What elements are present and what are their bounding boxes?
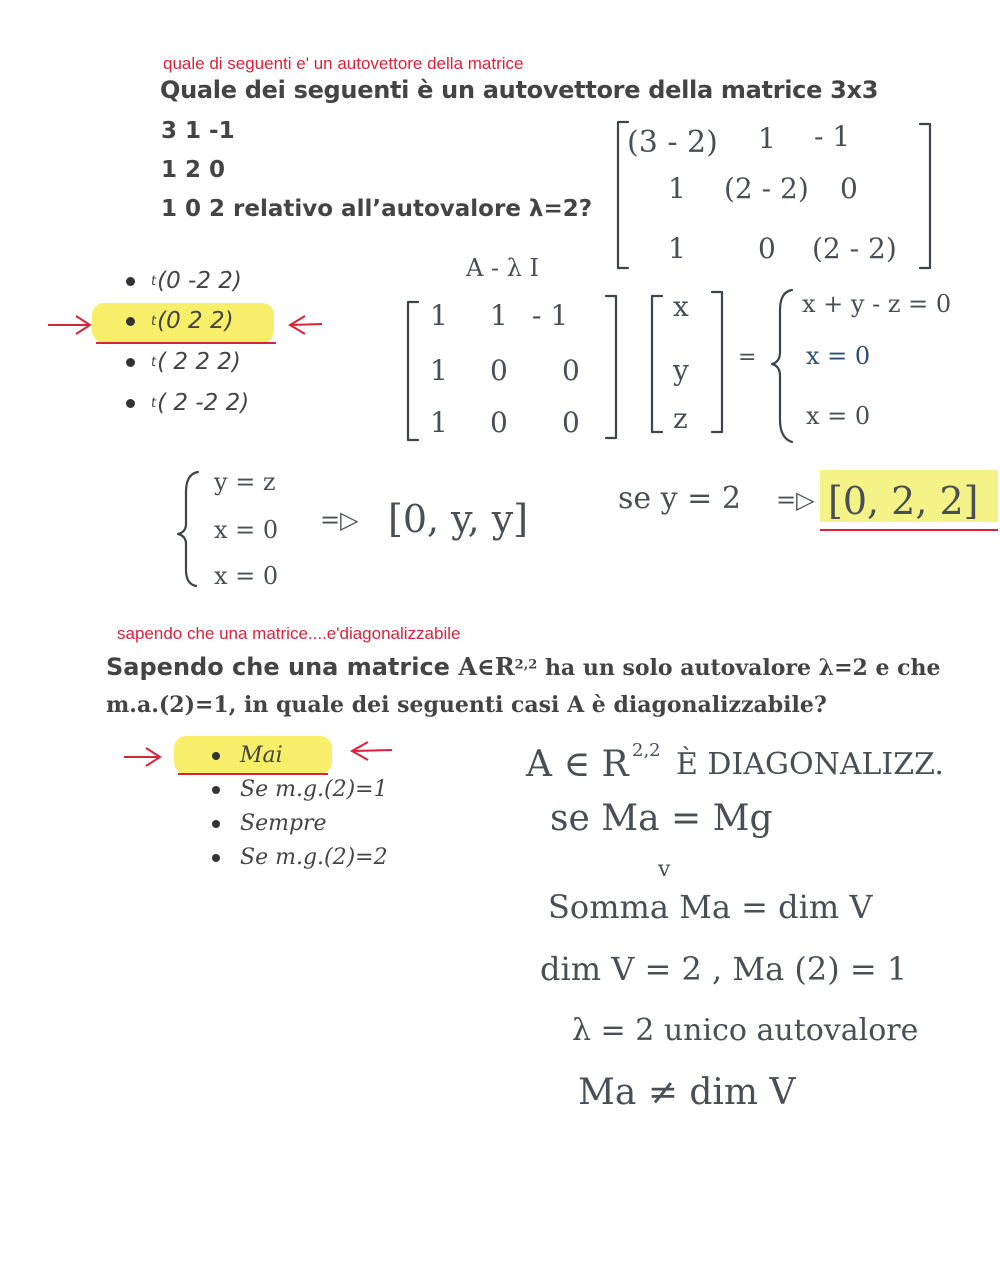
system-eq-3: x = 0 <box>806 402 871 430</box>
answer-vector: [0, 2, 2] <box>828 479 979 523</box>
question2-caption: sapendo che una matrice....e'diagonalizzabile <box>117 624 461 643</box>
option2-2[interactable]: Se m.g.(2)=1 <box>212 777 388 802</box>
notes2-line3: v <box>658 857 671 882</box>
matrix-top-cell: 1 <box>668 172 686 205</box>
system2-eq-3: x = 0 <box>214 562 279 590</box>
implies-arrow: =▷ <box>776 486 815 514</box>
matrix-row-3: 1 0 2 relativo all’autovalore λ=2? <box>161 196 593 222</box>
matrix-top-cell: 0 <box>758 232 776 265</box>
bullet-icon <box>212 786 220 794</box>
system2-eq-2: x = 0 <box>214 516 279 544</box>
matrix-cell: 1 <box>430 406 448 439</box>
matrix-cell: 0 <box>490 406 508 439</box>
matrix-row-1: 3 1 -1 <box>161 118 235 144</box>
matrix-top-cell: - 1 <box>814 120 851 153</box>
matrix-cell: - 1 <box>532 299 569 332</box>
option2-3[interactable]: Sempre <box>212 811 327 836</box>
matrix-cell: 1 <box>430 354 448 387</box>
brace <box>772 290 792 442</box>
matrix-cell: 1 <box>430 299 448 332</box>
matrix-top-cell: (3 - 2) <box>627 125 718 160</box>
bullet-icon <box>212 820 220 828</box>
a-minus-lambda-i-label: A - λ I <box>466 254 540 282</box>
notes2-line2: se Ma = Mg <box>550 798 773 839</box>
arrows-q2 <box>0 0 420 800</box>
matrix-cell: 0 <box>490 354 508 387</box>
option-3[interactable]: t ( 2 2 2) <box>126 349 241 375</box>
system-eq-2: x = 0 <box>806 342 871 370</box>
notes2-line4: Somma Ma = dim V <box>548 888 873 926</box>
system-eq-1: x + y - z = 0 <box>802 290 952 318</box>
matrix-cell: 0 <box>562 354 580 387</box>
option-2[interactable]: t (0 2 2) <box>126 308 234 334</box>
arrow-left-icon <box>352 742 392 760</box>
bullet-icon <box>212 854 220 862</box>
notes2-line7: Ma ≠ dim V <box>578 1072 796 1113</box>
question2-title: Sapendo che una matrice $A\in R^{2,2}$ ha un solo autovalore λ=2 e che <box>106 652 941 681</box>
question1-caption: quale di seguenti e' un autovettore della matrice <box>163 54 524 73</box>
notes2-line6: λ = 2 unico autovalore <box>572 1013 919 1048</box>
option2-4[interactable]: Se m.g.(2)=2 <box>212 845 388 870</box>
bracket-left <box>652 296 662 432</box>
bracket-right <box>712 292 722 432</box>
notes2-line1-sup: 2,2 <box>632 740 661 761</box>
if-y-equals-2: se y = 2 <box>618 481 741 516</box>
matrix-top-cell: (2 - 2) <box>812 232 897 265</box>
handwritten-notes-2 <box>500 730 1000 1130</box>
vector-x: x <box>673 290 689 323</box>
matrix-top-cell: 1 <box>758 122 776 155</box>
implies-arrow: =▷ <box>320 506 359 534</box>
vector-z: z <box>673 402 688 435</box>
matrix-cell: 1 <box>490 299 508 332</box>
option-4[interactable]: t ( 2 -2 2) <box>126 390 249 416</box>
matrix-top-cell: (2 - 2) <box>724 172 809 205</box>
notes2-line5: dim V = 2 , Ma (2) = 1 <box>540 950 908 988</box>
bullet-icon <box>212 752 220 760</box>
matrix-row-2: 1 2 0 <box>161 157 226 183</box>
matrix-cell: 0 <box>562 406 580 439</box>
arrow-right-icon <box>124 748 160 766</box>
system2-eq-1: y = z <box>214 468 276 496</box>
notes2-line1-rest: È DIAGONALIZZ. <box>676 747 944 782</box>
question1-title: Quale dei seguenti è un autovettore della matrice 3x3 <box>160 76 879 104</box>
general-solution: [0, y, y] <box>388 497 529 541</box>
matrix-top-cell: 1 <box>668 232 686 265</box>
vector-y: y <box>673 354 689 387</box>
question2-title-line2: m.a.(2)=1, in quale dei seguenti casi A è diagonalizzabile? <box>106 692 827 718</box>
bracket-right <box>606 296 616 438</box>
option2-1[interactable]: Mai <box>212 743 283 768</box>
notes2-line1: A ∈ R <box>526 744 629 785</box>
bracket-right <box>920 124 930 268</box>
equals-sign: = <box>738 345 757 370</box>
matrix-top-cell: 0 <box>840 172 858 205</box>
option-1[interactable]: t (0 -2 2) <box>126 268 242 294</box>
